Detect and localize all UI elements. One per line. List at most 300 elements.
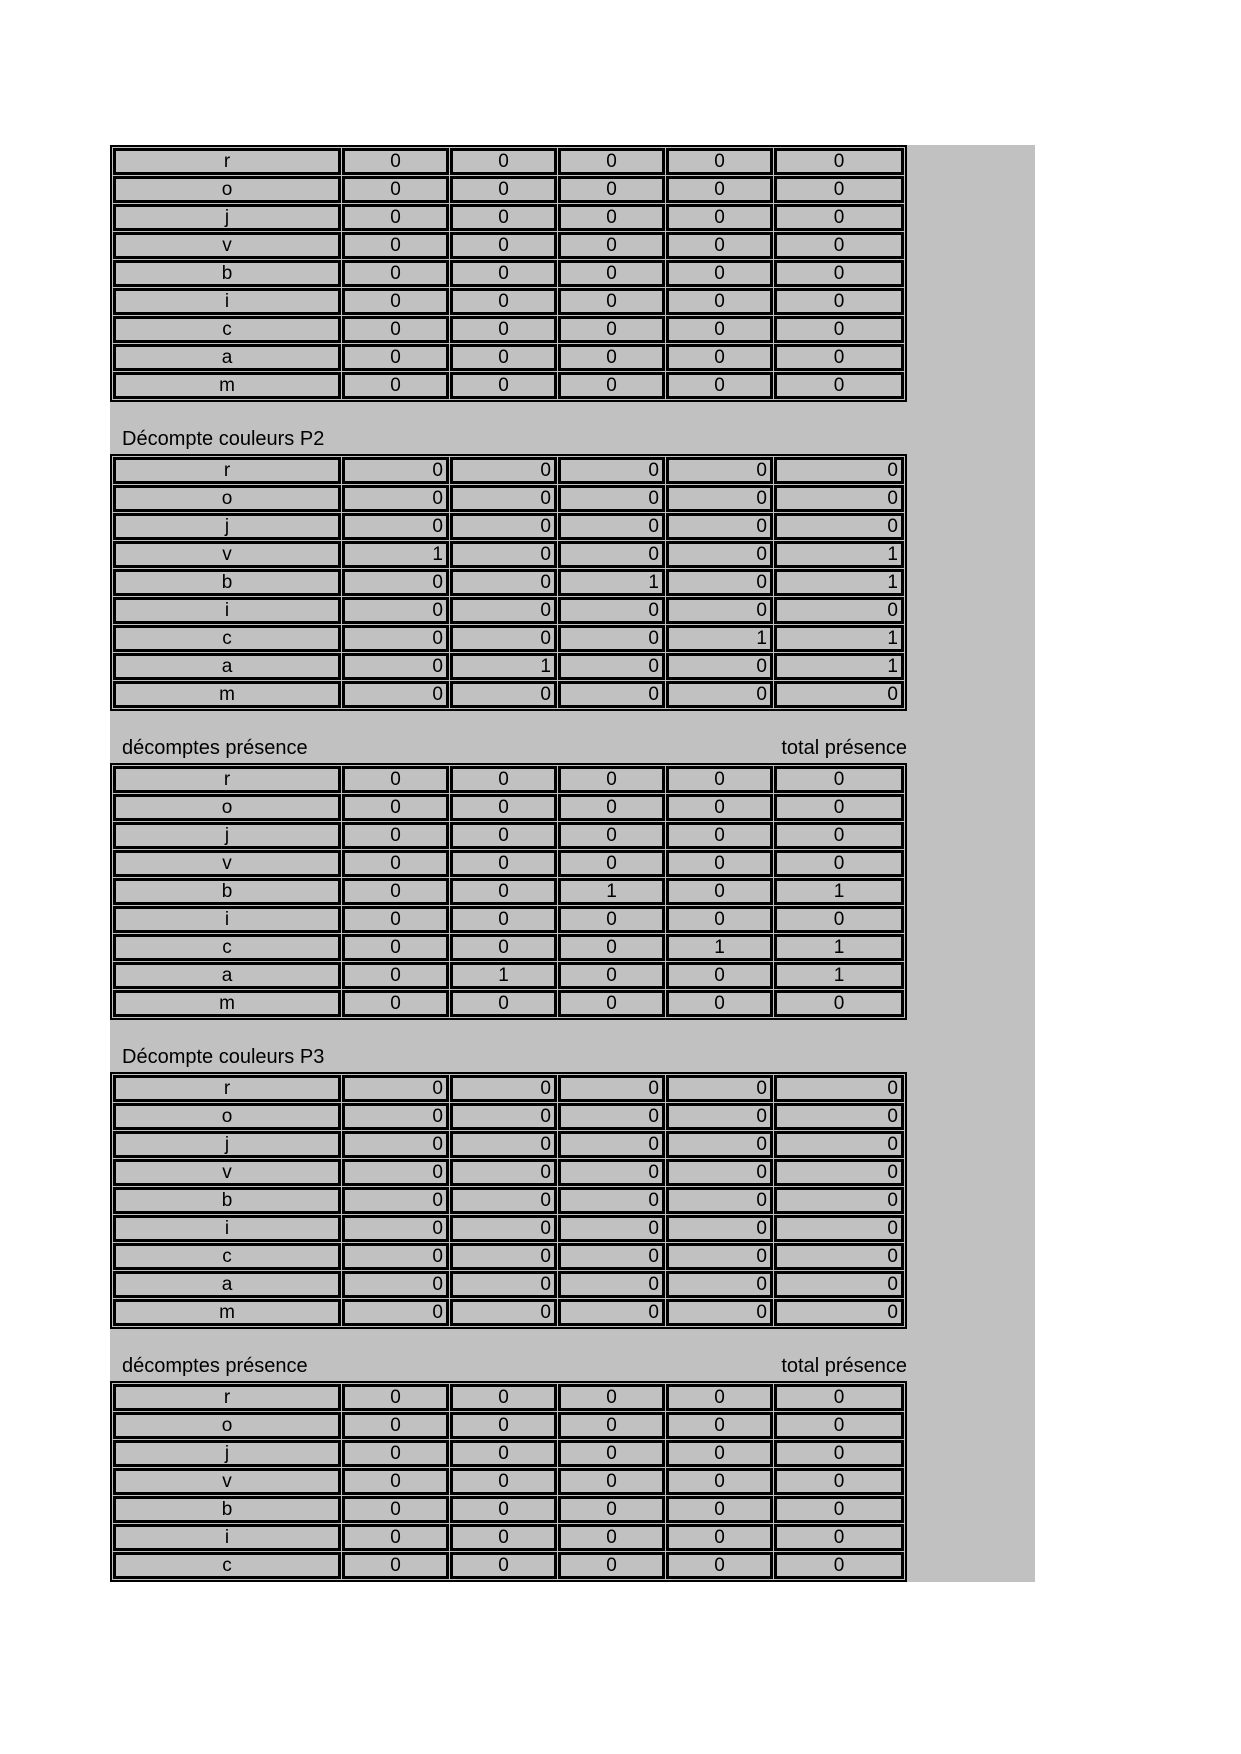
- value-cell: 0: [450, 1384, 557, 1411]
- row-label-cell: i: [113, 1215, 341, 1242]
- row-label-cell: v: [113, 1159, 341, 1186]
- table-row: [113, 204, 904, 231]
- table-row: [113, 541, 904, 568]
- total-cell: 1: [774, 541, 904, 568]
- value-cell: 0: [450, 1271, 557, 1298]
- row-label-cell: b: [113, 260, 341, 287]
- value-cell: 0: [342, 625, 449, 652]
- value-cell: 0: [450, 1524, 557, 1551]
- value-cell: 0: [666, 1440, 773, 1467]
- value-cell: 0: [666, 1384, 773, 1411]
- value-cell: 0: [558, 288, 665, 315]
- value-cell: 0: [558, 1468, 665, 1495]
- total-cell: 0: [774, 204, 904, 231]
- total-cell: 0: [774, 513, 904, 540]
- table-row: [113, 1412, 904, 1439]
- row-label-cell: c: [113, 1243, 341, 1270]
- value-cell: 0: [666, 990, 773, 1017]
- value-cell: 0: [558, 934, 665, 961]
- row-label-cell: b: [113, 878, 341, 905]
- row-label-cell: i: [113, 288, 341, 315]
- table-decomptes-presence-2: [110, 1381, 907, 1582]
- total-cell: 1: [774, 962, 904, 989]
- value-cell: 0: [558, 906, 665, 933]
- table-decomptes-presence-1: [110, 763, 907, 1020]
- value-cell: 0: [342, 653, 449, 680]
- table-row: [113, 176, 904, 203]
- row-label-cell: j: [113, 204, 341, 231]
- row-label-cell: a: [113, 962, 341, 989]
- value-cell: 0: [450, 176, 557, 203]
- value-cell: 0: [666, 1103, 773, 1130]
- table-row: [113, 1215, 904, 1242]
- table-row: [113, 1075, 904, 1102]
- table-row: [113, 316, 904, 343]
- table-row: [113, 148, 904, 175]
- total-cell: 1: [774, 625, 904, 652]
- value-cell: 0: [666, 597, 773, 624]
- row-label-cell: v: [113, 850, 341, 877]
- table-row: [113, 822, 904, 849]
- total-cell: 1: [774, 878, 904, 905]
- value-cell: 0: [450, 934, 557, 961]
- table-row: [113, 1552, 904, 1579]
- value-cell: 0: [450, 513, 557, 540]
- row-label-cell: b: [113, 1496, 341, 1523]
- value-cell: 0: [450, 1440, 557, 1467]
- row-label-cell: m: [113, 372, 341, 399]
- value-cell: 0: [558, 513, 665, 540]
- total-cell: 0: [774, 260, 904, 287]
- total-cell: 0: [774, 1468, 904, 1495]
- total-cell: 0: [774, 372, 904, 399]
- table-row: [113, 569, 904, 596]
- value-cell: 0: [450, 878, 557, 905]
- value-cell: 0: [666, 1271, 773, 1298]
- total-cell: 0: [774, 1187, 904, 1214]
- value-cell: 0: [342, 372, 449, 399]
- value-cell: 0: [666, 1552, 773, 1579]
- value-cell: 0: [558, 1384, 665, 1411]
- table-row: [113, 1524, 904, 1551]
- row-label-cell: a: [113, 1271, 341, 1298]
- row-label-cell: r: [113, 1384, 341, 1411]
- row-label-cell: o: [113, 1412, 341, 1439]
- value-cell: 1: [342, 541, 449, 568]
- value-cell: 0: [450, 794, 557, 821]
- value-cell: 0: [558, 681, 665, 708]
- table-row: [113, 260, 904, 287]
- value-cell: 0: [450, 1159, 557, 1186]
- total-cell: 0: [774, 1243, 904, 1270]
- row-label-cell: m: [113, 681, 341, 708]
- total-cell: 0: [774, 1524, 904, 1551]
- value-cell: 0: [666, 1412, 773, 1439]
- value-cell: 0: [666, 485, 773, 512]
- value-cell: 0: [558, 625, 665, 652]
- row-label-cell: i: [113, 597, 341, 624]
- row-label-cell: c: [113, 316, 341, 343]
- value-cell: 0: [342, 794, 449, 821]
- value-cell: 0: [342, 148, 449, 175]
- value-cell: 0: [558, 176, 665, 203]
- value-cell: 0: [666, 513, 773, 540]
- table-row: [113, 1243, 904, 1270]
- total-cell: 0: [774, 850, 904, 877]
- value-cell: 0: [342, 822, 449, 849]
- value-cell: 0: [342, 1524, 449, 1551]
- value-cell: 0: [450, 1075, 557, 1102]
- value-cell: 0: [450, 344, 557, 371]
- table-row: [113, 850, 904, 877]
- section-heading-left-label: Décompte couleurs P3: [122, 1046, 325, 1068]
- row-label-cell: v: [113, 1468, 341, 1495]
- value-cell: 1: [558, 569, 665, 596]
- row-label-cell: j: [113, 1440, 341, 1467]
- value-cell: 0: [450, 1103, 557, 1130]
- value-cell: 0: [342, 1440, 449, 1467]
- value-cell: 0: [450, 316, 557, 343]
- table-row: [113, 1103, 904, 1130]
- table-row: [113, 962, 904, 989]
- value-cell: 0: [558, 344, 665, 371]
- value-cell: 0: [666, 1496, 773, 1523]
- value-cell: 0: [558, 1187, 665, 1214]
- table-row: [113, 1299, 904, 1326]
- value-cell: 0: [450, 766, 557, 793]
- value-cell: 0: [342, 288, 449, 315]
- value-cell: 1: [450, 962, 557, 989]
- section-heading-right-label: total présence: [781, 737, 907, 759]
- value-cell: 0: [342, 232, 449, 259]
- value-cell: 0: [558, 794, 665, 821]
- row-label-cell: o: [113, 485, 341, 512]
- value-cell: 0: [450, 148, 557, 175]
- value-cell: 0: [450, 457, 557, 484]
- total-cell: 0: [774, 597, 904, 624]
- value-cell: 0: [342, 1496, 449, 1523]
- value-cell: 0: [450, 485, 557, 512]
- value-cell: 0: [450, 990, 557, 1017]
- value-cell: 0: [450, 1131, 557, 1158]
- value-cell: 0: [666, 541, 773, 568]
- table-row: [113, 1187, 904, 1214]
- row-label-cell: c: [113, 1552, 341, 1579]
- value-cell: 1: [450, 653, 557, 680]
- table-row: [113, 681, 904, 708]
- value-cell: 0: [450, 1243, 557, 1270]
- row-label-cell: r: [113, 766, 341, 793]
- total-cell: 0: [774, 681, 904, 708]
- row-label-cell: v: [113, 541, 341, 568]
- table-row: [113, 1384, 904, 1411]
- section-heading-left-label: décomptes présence: [122, 1355, 308, 1377]
- value-cell: 0: [666, 794, 773, 821]
- total-cell: 0: [774, 1299, 904, 1326]
- total-cell: 0: [774, 794, 904, 821]
- table-row: [113, 766, 904, 793]
- row-label-cell: v: [113, 232, 341, 259]
- value-cell: 0: [342, 1103, 449, 1130]
- value-cell: 0: [342, 1215, 449, 1242]
- value-cell: 0: [558, 1271, 665, 1298]
- total-cell: 0: [774, 1103, 904, 1130]
- value-cell: 0: [342, 1075, 449, 1102]
- value-cell: 0: [342, 766, 449, 793]
- value-cell: 0: [342, 1299, 449, 1326]
- total-cell: 0: [774, 1552, 904, 1579]
- value-cell: 0: [342, 850, 449, 877]
- value-cell: 0: [450, 372, 557, 399]
- value-cell: 0: [450, 541, 557, 568]
- value-cell: 0: [342, 962, 449, 989]
- value-cell: 0: [558, 372, 665, 399]
- table-row: [113, 794, 904, 821]
- table-row: [113, 1468, 904, 1495]
- total-cell: 0: [774, 148, 904, 175]
- table-row: [113, 513, 904, 540]
- value-cell: 0: [450, 1412, 557, 1439]
- value-cell: 0: [666, 906, 773, 933]
- value-cell: 0: [450, 1215, 557, 1242]
- value-cell: 0: [558, 485, 665, 512]
- value-cell: 0: [558, 1243, 665, 1270]
- value-cell: 0: [342, 260, 449, 287]
- value-cell: 0: [558, 990, 665, 1017]
- table-row: [113, 457, 904, 484]
- total-cell: 0: [774, 1131, 904, 1158]
- value-cell: 0: [666, 176, 773, 203]
- value-cell: 0: [558, 541, 665, 568]
- value-cell: 0: [666, 1299, 773, 1326]
- value-cell: 0: [558, 850, 665, 877]
- row-label-cell: b: [113, 569, 341, 596]
- total-cell: 0: [774, 1440, 904, 1467]
- value-cell: 0: [342, 1412, 449, 1439]
- total-cell: 1: [774, 569, 904, 596]
- row-label-cell: j: [113, 822, 341, 849]
- row-label-cell: j: [113, 513, 341, 540]
- value-cell: 0: [342, 1384, 449, 1411]
- value-cell: 1: [558, 878, 665, 905]
- total-cell: 0: [774, 766, 904, 793]
- total-cell: 0: [774, 1159, 904, 1186]
- value-cell: 0: [666, 232, 773, 259]
- value-cell: 0: [342, 1159, 449, 1186]
- value-cell: 0: [450, 232, 557, 259]
- table-row: [113, 372, 904, 399]
- row-label-cell: m: [113, 990, 341, 1017]
- total-cell: 0: [774, 990, 904, 1017]
- row-label-cell: m: [113, 1299, 341, 1326]
- value-cell: 0: [342, 204, 449, 231]
- total-cell: 0: [774, 1271, 904, 1298]
- table-row: [113, 485, 904, 512]
- value-cell: 0: [450, 597, 557, 624]
- table-row: [113, 990, 904, 1017]
- table-row: [113, 1496, 904, 1523]
- row-label-cell: j: [113, 1131, 341, 1158]
- value-cell: 0: [342, 176, 449, 203]
- value-cell: 0: [450, 906, 557, 933]
- value-cell: 0: [558, 822, 665, 849]
- total-cell: 0: [774, 1496, 904, 1523]
- value-cell: 0: [342, 1468, 449, 1495]
- value-cell: 0: [450, 625, 557, 652]
- value-cell: 0: [342, 569, 449, 596]
- value-cell: 0: [558, 204, 665, 231]
- value-cell: 0: [666, 1159, 773, 1186]
- total-cell: 0: [774, 906, 904, 933]
- value-cell: 1: [666, 625, 773, 652]
- value-cell: 0: [666, 344, 773, 371]
- total-cell: 0: [774, 344, 904, 371]
- total-cell: 1: [774, 653, 904, 680]
- value-cell: 0: [666, 850, 773, 877]
- value-cell: 0: [666, 204, 773, 231]
- value-cell: 0: [666, 681, 773, 708]
- value-cell: 0: [558, 1131, 665, 1158]
- value-cell: 0: [342, 457, 449, 484]
- value-cell: 0: [342, 1271, 449, 1298]
- value-cell: 0: [558, 653, 665, 680]
- table-row: [113, 906, 904, 933]
- value-cell: 0: [666, 822, 773, 849]
- value-cell: 0: [450, 1187, 557, 1214]
- table-row: [113, 1440, 904, 1467]
- total-cell: 0: [774, 176, 904, 203]
- row-label-cell: o: [113, 176, 341, 203]
- value-cell: 0: [558, 1552, 665, 1579]
- row-label-cell: o: [113, 1103, 341, 1130]
- value-cell: 0: [666, 766, 773, 793]
- value-cell: 0: [450, 1552, 557, 1579]
- value-cell: 0: [666, 569, 773, 596]
- value-cell: 0: [342, 1187, 449, 1214]
- value-cell: 0: [666, 878, 773, 905]
- value-cell: 0: [450, 850, 557, 877]
- value-cell: 0: [558, 1524, 665, 1551]
- section-heading-left-label: décomptes présence: [122, 737, 308, 759]
- value-cell: 0: [342, 1243, 449, 1270]
- value-cell: 0: [450, 1299, 557, 1326]
- value-cell: 0: [558, 148, 665, 175]
- value-cell: 0: [558, 1215, 665, 1242]
- value-cell: 0: [342, 906, 449, 933]
- table-row: [113, 232, 904, 259]
- value-cell: 0: [666, 457, 773, 484]
- table-decompte-couleurs-p2: [110, 454, 907, 711]
- value-cell: 0: [666, 288, 773, 315]
- value-cell: 0: [666, 1131, 773, 1158]
- row-label-cell: c: [113, 625, 341, 652]
- row-label-cell: a: [113, 344, 341, 371]
- value-cell: 0: [558, 316, 665, 343]
- row-label-cell: c: [113, 934, 341, 961]
- value-cell: 0: [666, 372, 773, 399]
- value-cell: 0: [666, 148, 773, 175]
- value-cell: 0: [342, 597, 449, 624]
- value-cell: 0: [342, 934, 449, 961]
- total-cell: 0: [774, 457, 904, 484]
- value-cell: 0: [558, 1412, 665, 1439]
- table-row: [113, 288, 904, 315]
- total-cell: 0: [774, 1412, 904, 1439]
- total-cell: 0: [774, 232, 904, 259]
- value-cell: 0: [558, 457, 665, 484]
- value-cell: 0: [450, 288, 557, 315]
- heading-decompte-couleurs-p3: [110, 1047, 907, 1068]
- value-cell: 0: [666, 1468, 773, 1495]
- value-cell: 0: [666, 1243, 773, 1270]
- value-cell: 0: [558, 260, 665, 287]
- total-cell: 0: [774, 1075, 904, 1102]
- table-row: [113, 934, 904, 961]
- value-cell: 0: [342, 485, 449, 512]
- value-cell: 0: [666, 653, 773, 680]
- value-cell: 0: [450, 681, 557, 708]
- value-cell: 0: [558, 1440, 665, 1467]
- section-heading-left-label: Décompte couleurs P2: [122, 428, 325, 450]
- value-cell: 0: [450, 204, 557, 231]
- value-cell: 0: [342, 990, 449, 1017]
- row-label-cell: r: [113, 457, 341, 484]
- row-label-cell: o: [113, 794, 341, 821]
- heading-decompte-couleurs-p2: [110, 429, 907, 450]
- total-cell: 0: [774, 316, 904, 343]
- table-row: [113, 625, 904, 652]
- value-cell: 0: [450, 1468, 557, 1495]
- value-cell: 0: [666, 316, 773, 343]
- section-heading-right-label: total présence: [781, 1355, 907, 1377]
- value-cell: 0: [342, 878, 449, 905]
- value-cell: 0: [342, 344, 449, 371]
- value-cell: 0: [450, 260, 557, 287]
- value-cell: 0: [558, 1075, 665, 1102]
- value-cell: 0: [342, 316, 449, 343]
- value-cell: 1: [666, 934, 773, 961]
- value-cell: 0: [666, 962, 773, 989]
- heading-decomptes-presence-2: [110, 1356, 907, 1377]
- value-cell: 0: [450, 569, 557, 596]
- value-cell: 0: [558, 232, 665, 259]
- table-decompte-couleurs-p3: [110, 1072, 907, 1329]
- total-cell: 0: [774, 1215, 904, 1242]
- table-row: [113, 344, 904, 371]
- table-row: [113, 1159, 904, 1186]
- row-label-cell: i: [113, 1524, 341, 1551]
- value-cell: 0: [558, 597, 665, 624]
- row-label-cell: a: [113, 653, 341, 680]
- table-row: [113, 1131, 904, 1158]
- total-cell: 1: [774, 934, 904, 961]
- value-cell: 0: [558, 1496, 665, 1523]
- value-cell: 0: [342, 513, 449, 540]
- value-cell: 0: [558, 1103, 665, 1130]
- total-cell: 0: [774, 1384, 904, 1411]
- table-row: [113, 878, 904, 905]
- total-cell: 0: [774, 485, 904, 512]
- table-couleurs-p1: [110, 145, 907, 402]
- total-cell: 0: [774, 288, 904, 315]
- value-cell: 0: [558, 1299, 665, 1326]
- table-row: [113, 653, 904, 680]
- row-label-cell: i: [113, 906, 341, 933]
- value-cell: 0: [342, 681, 449, 708]
- value-cell: 0: [558, 766, 665, 793]
- row-label-cell: b: [113, 1187, 341, 1214]
- heading-decomptes-presence-1: [110, 738, 907, 759]
